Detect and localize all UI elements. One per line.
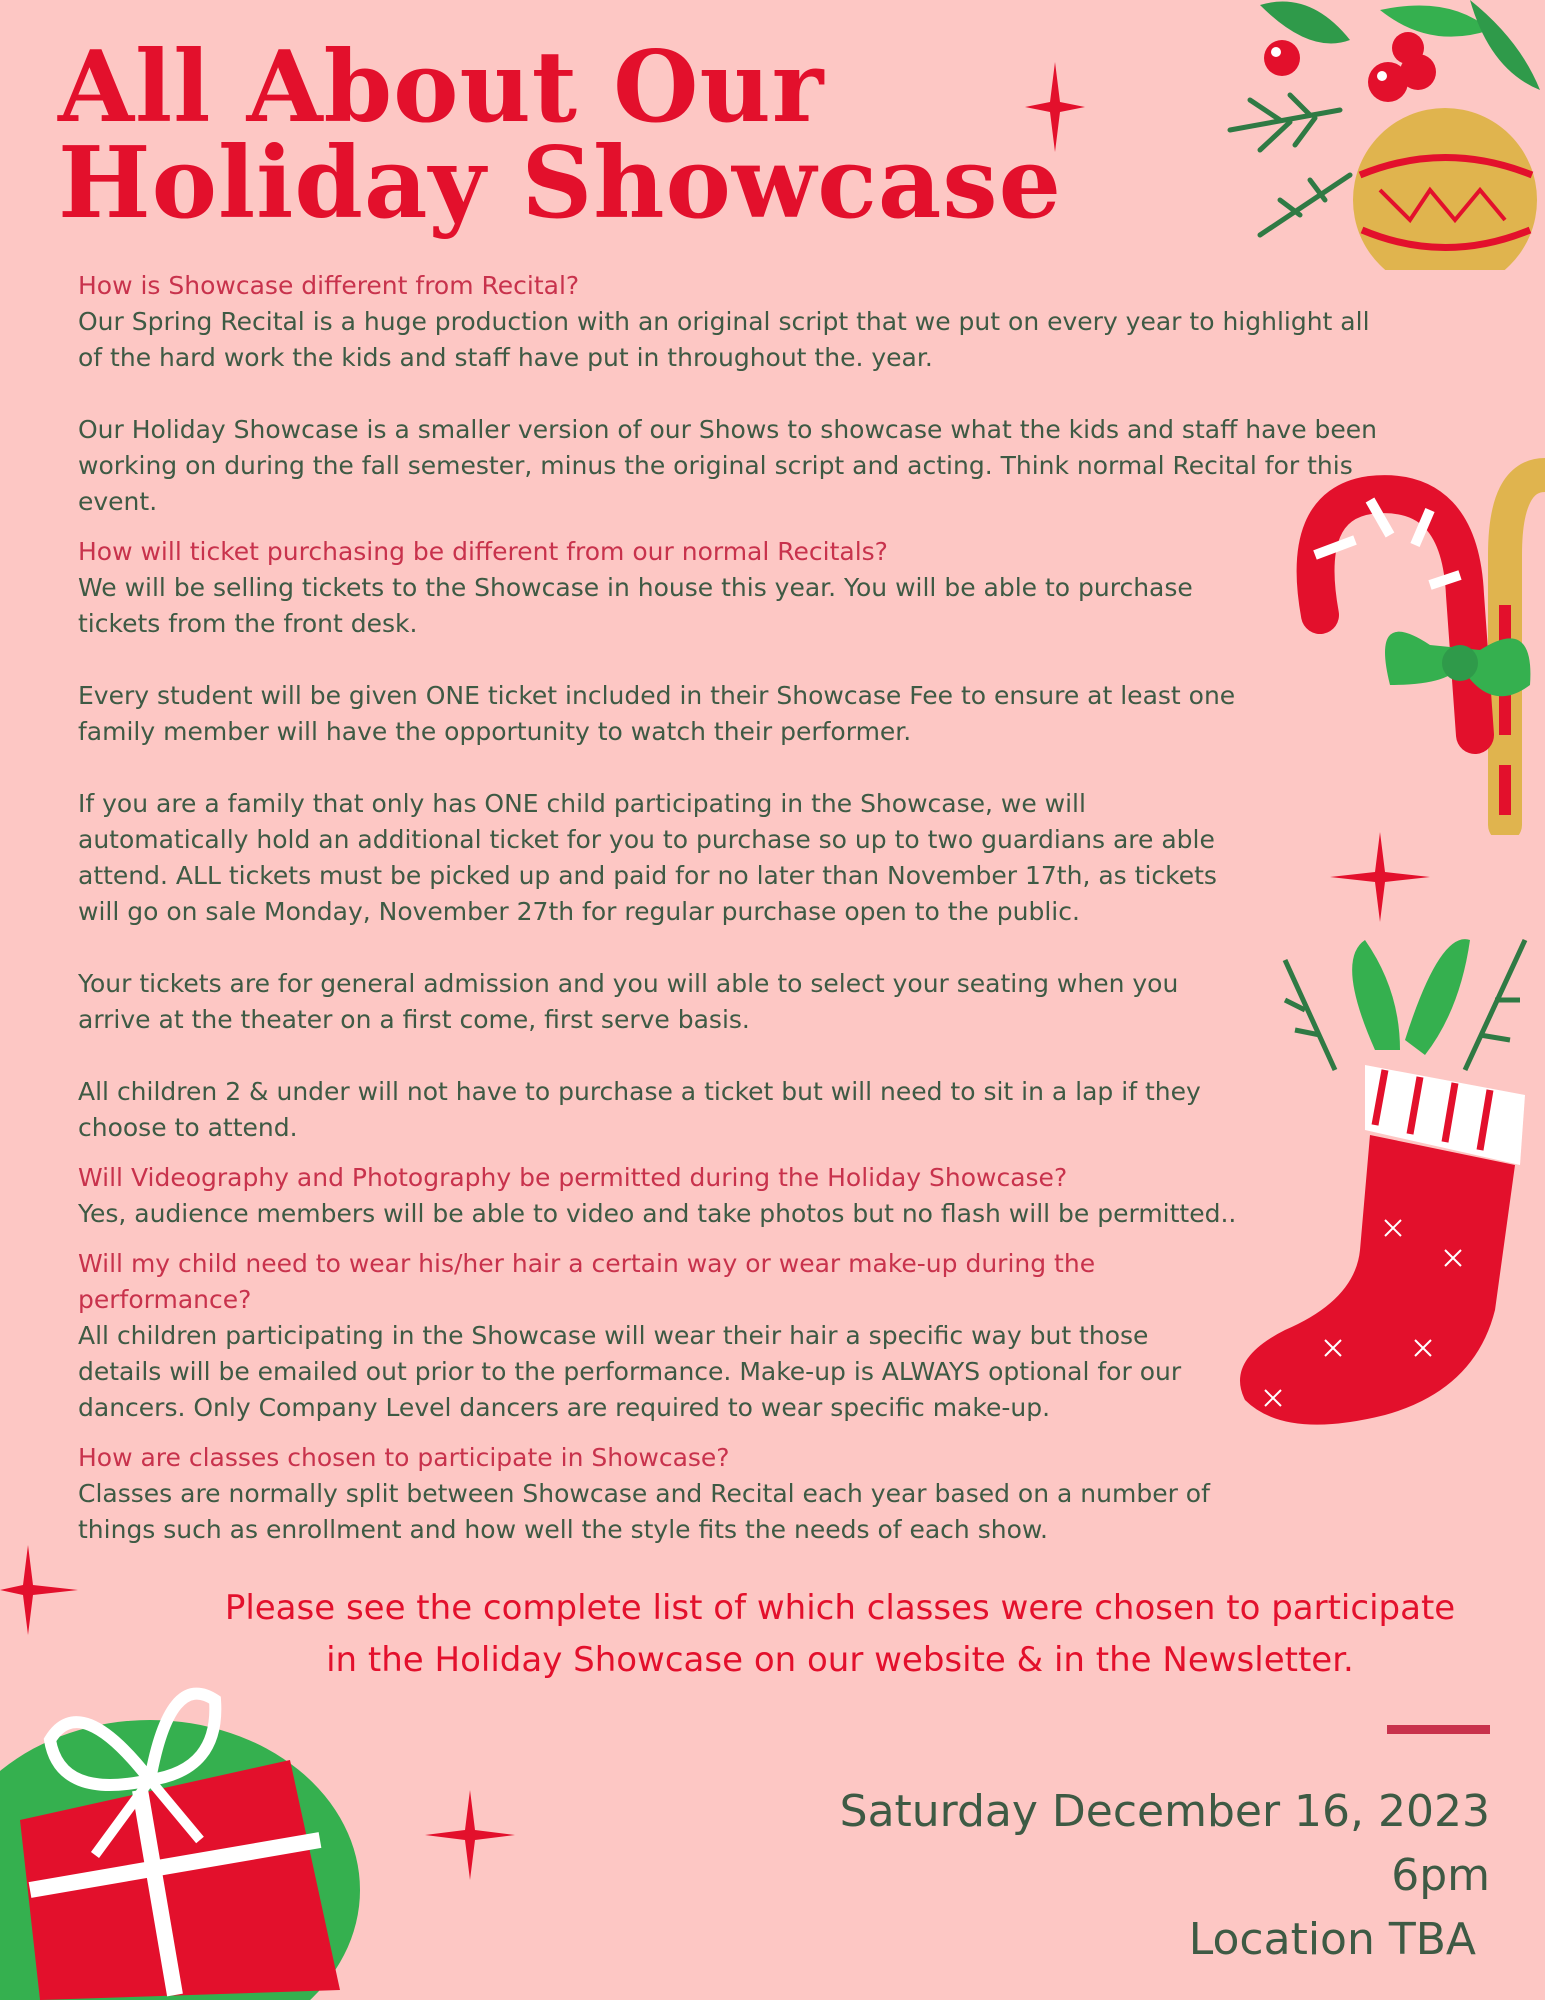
faq-item-hair-makeup [78, 1246, 1238, 1426]
faq-answer: Our Spring Recital is a huge production with an original script that we put on every year to highlight all of the hard work the kids and staff have put in throughout the. year. [78, 307, 1370, 372]
event-details [840, 1780, 1490, 1972]
faq-question: Will Videography and Photography be permitted during the Holiday Showcase? [78, 1163, 1068, 1192]
faq-item-showcase-vs-recital [78, 268, 1398, 520]
faq-answer: Classes are normally split between Showcase and Recital each year based on a number of things such as enrollment and how well the style fits the needs of each show. [78, 1479, 1210, 1544]
faq-answer: Our Holiday Showcase is a smaller version of our Shows to showcase what the kids and staff have been working on during the fall semester, minus the original script and acting. Think normal Recital for this event. [78, 415, 1377, 516]
faq-question: How is Showcase different from Recital? [78, 271, 580, 300]
faq-question: Will my child need to wear his/her hair a certain way or wear make-up during the performance? [78, 1249, 1096, 1314]
title-line-1: All About Our [58, 30, 825, 145]
title-line-2: Holiday Showcase [58, 126, 1062, 241]
faq-answer: Yes, audience members will be able to video and take photos but no flash will be permitted.. [78, 1199, 1237, 1228]
faq-question: How will ticket purchasing be different from our normal Recitals? [78, 537, 888, 566]
faq-answer: Your tickets are for general admission and you will able to select your seating when you arrive at the theater on a first come, first serve basis. [78, 969, 1179, 1034]
faq-answer: If you are a family that only has ONE child participating in the Showcase, we will automatically hold an additional ticket for you to purchase so up to two guardians are able attend. ALL tickets must be picked up and paid for no later than November 17th, as tickets will go on sale Monday, November 27th for regular purchase open to the public. [78, 789, 1217, 926]
gift-box-icon [0, 1660, 380, 2000]
event-date: Saturday December 16, 2023 [839, 1786, 1490, 1837]
holly-ornament-icon [1220, 0, 1545, 270]
faq-item-ticket-purchasing [78, 534, 1258, 1146]
sparkle-icon [0, 1545, 78, 1635]
faq-section [78, 268, 1398, 1562]
faq-question: How are classes chosen to participate in Showcase? [78, 1443, 730, 1472]
faq-item-class-selection [78, 1440, 1258, 1548]
page-title [58, 30, 1062, 241]
event-time: 6pm [1391, 1850, 1490, 1901]
faq-answer: All children 2 & under will not have to purchase a ticket but will need to sit in a lap if they choose to attend. [78, 1077, 1201, 1142]
faq-answer: We will be selling tickets to the Showcase in house this year. You will be able to purchase tickets from the front desk. [78, 573, 1193, 638]
faq-answer: All children participating in the Showcase will wear their hair a specific way but those details will be emailed out prior to the performance. Make-up is ALWAYS optional for our dancers. Only Company Level dancers are required to wear specific make-up. [78, 1321, 1182, 1422]
callout-line-1: Please see the complete list of which classes were chosen to participate [224, 1588, 1456, 1628]
class-list-callout [130, 1582, 1545, 1686]
callout-line-2: in the Holiday Showcase on our website & in the Newsletter. [326, 1640, 1354, 1680]
divider [1387, 1725, 1490, 1734]
faq-item-videography [78, 1160, 1398, 1232]
event-location: Location TBA [1188, 1914, 1476, 1965]
faq-answer: Every student will be given ONE ticket included in their Showcase Fee to ensure at least one family member will have the opportunity to watch their performer. [78, 681, 1236, 746]
sparkle-icon [425, 1790, 515, 1880]
